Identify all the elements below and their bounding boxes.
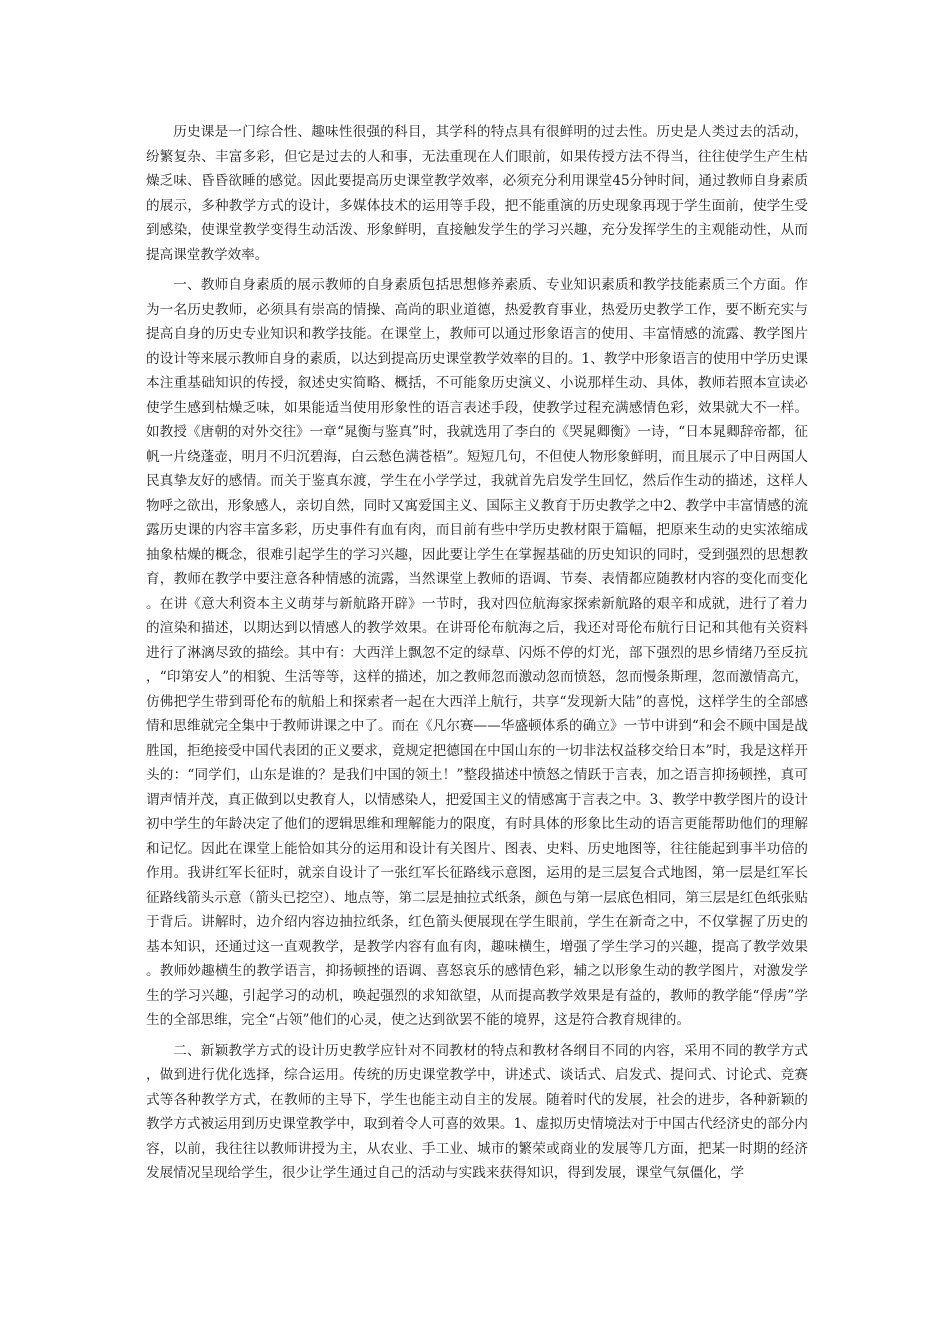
paragraph-section-1: 一、教师自身素质的展示教师的自身素质包括思想修养素质、专业知识素质和教学技能素质三个方面。作为一名历史教师，必须具有崇高的情操、高尚的职业道德，热爱教育事业，热爱历史教学工作，要不断充实与提高自身的历史专业知识和教学技能。在课堂上，教师可以通过形象语言的使用、丰富情感的流露、教学图片的设计等来展示教师自身的素质，以达到提高历史课堂教学效率的目的。1、教学中形象语言的使用中学历史课本注重基础知识的传授，叙述史实简略、概括，不可能象历史演义、小说那样生动、具体，教师若照本宣读必使学生感到枯燥乏味，如果能适当使用形象性的语言表述手段，使教学过程充满感情色彩，效果就大不一样。如教授《唐朝的对外交往》一章“晁衡与鉴真”时，我就选用了李白的《哭晁卿衡》一诗，“日本晁卿辞帝都，征帆一片绕蓬壶，明月不归沉碧海，白云愁色满苍梧”。短短几句，不但使人物形象鲜明，而且展示了中日两国人民真挚友好的感情。而关于鉴真东渡，学生在小学学过，我就首先启发学生回忆，然后作生动的描述，这样人物呼之欲出，形象感人，亲切自然，同时又寓爱国主义、国际主义教育于历史教学之中2、教学中丰富情感的流露历史课的内容丰富多彩，历史事件有血有肉，而目前有些中学历史教材限于篇幅，把原来生动的史实浓缩成抽象枯燥的概念，很难引起学生的学习兴趣，因此要让学生在掌握基础的历史知识的同时，受到强烈的思想教育，教师在教学中要注意各种情感的流露，当然课堂上教师的语调、节奏、表情都应随教材内容的变化而变化。在讲《意大利资本主义萌芽与新航路开辟》一节时，我对四位航海家探索新航路的艰辛和成就，进行了着力的渲染和描述，以期达到以情感人的教学效果。在讲哥伦布航海之后，我还对哥伦布航行日记和其他有关资料进行了淋漓尽致的描绘。其中有：大西洋上飘忽不定的绿草、闪烁不停的灯光，部下强烈的思乡情绪乃至反抗，“印第安人”的相貌、生活等等，这样的描述，加之教师忽而激动忽而愤怒，忽而慢条斯理，忽而激情高亢，仿佛把学生带到哥伦布的航船上和探索者一起在大西洋上航行，共享“发现新大陆”的喜悦，这样学生的全部感情和思维就完全集中于教师讲课之中了。而在《凡尔赛——华盛顿体系的确立》一节中讲到“和会不顾中国是战胜国，拒绝接受中国代表团的正义要求，竟规定把德国在中国山东的一切非法权益移交给日本”时，我是这样开头的：“同学们，山东是谁的？是我们中国的领土！”整段描述中愤怒之情跃于言表，加之语言抑扬顿挫，真可谓声情并茂，真正做到以史教育人，以情感染人，把爱国主义的情感寓于言表之中。3、教学中教学图片的设计初中学生的年龄决定了他们的逻辑思维和理解能力的限度，有时具体的形象比生动的语言更能帮助他们的理解和记忆。因此在课堂上能恰如其分的运用和设计有关图片、图表、史料、历史地图等，往往能起到事半功倍的作用。我讲红军长征时，就亲自设计了一张红军长征路线示意图，运用的是三层复合式地图，第一层是红军长征路线箭头示意（箭头已挖空）、地点等，第二层是抽拉式纸条，颜色与第一层底色相同，第三层是红色纸张贴于背后。讲解时，边介绍内容边抽拉纸条，红色箭头便展现在学生眼前，学生在新奇之中，不仅掌握了历史的基本知识，还通过这一直观教学，是教学内容有血有肉，趣味横生，增强了学生学习的兴趣，提高了教学效果。教师妙趣横生的教学语言，抑扬顿挫的语调、喜怒哀乐的感情色彩，辅之以形象生动的教学图片，对激发学生的学习兴趣，引起学习的动机，唤起强烈的求知欲望，从而提高教学效果是有益的，教师的教学能“俘虏”学生的全部思维，完全“占领”他们的心灵，使之达到欲罢不能的境界，这是符合教育规律的。 [146,277,808,1028]
paragraph-section-2: 二、新颖教学方式的设计历史教学应针对不同教材的特点和教材各纲目不同的内容，采用不同的教学方式，做到进行优化选择，综合运用。传统的历史课堂教学中，讲述式、谈话式、启发式、提问式、讨论式、竞赛式等各种教学方式，在教师的主导下，学生也能主动自主的发展。随着时代的发展，社会的进步，各种新颖的教学方式被运用到历史课堂教学中，取到着令人可喜的效果。1、虚拟历史情境法对于中国古代经济史的部分内容，以前，我往往以教师讲授为主，从农业、手工业、城市的繁荣或商业的发展等几方面，把某一时期的经济发展情况呈现给学生，很少让学生通过自己的活动与实践来获得知识，得到发展，课堂气氛僵化，学 [146,1042,808,1181]
paragraph-intro: 历史课是一门综合性、趣味性很强的科目，其学科的特点具有很鲜明的过去性。历史是人类过去的活动，纷繁复杂、丰富多彩，但它是过去的人和事，无法重现在人们眼前，如果传授方法不得当，往往使学生产生枯燥乏味、昏昏欲睡的感觉。因此要提高历史课堂教学效率，必须充分利用课堂45分钟时间，通过教师自身素质的展示，多种教学方式的设计，多媒体技术的运用等手段，把不能重演的历史现象再现于学生面前，使学生受到感染，使课堂教学变得生动活泼、形象鲜明，直接触发学生的学习兴趣，充分发挥学生的主观能动性，从而提高课堂教学效率。 [146,124,808,263]
document-body [146,120,808,1186]
